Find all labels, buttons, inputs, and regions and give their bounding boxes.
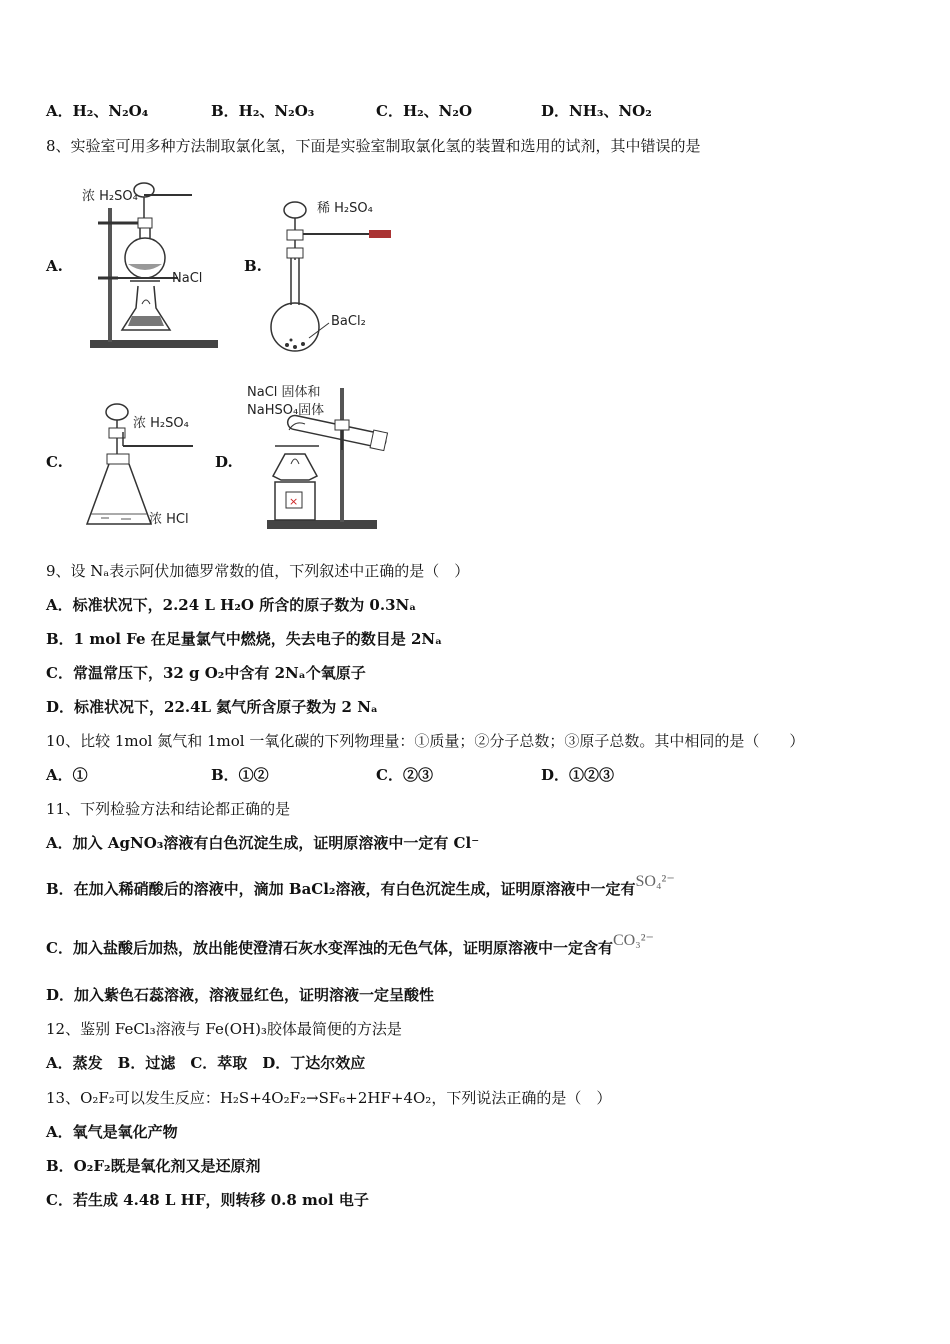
q13-stem: 13、O₂F₂可以发生反应：H₂S+4O₂F₂→SF₆+2HF+4O₂，下列说法正确的是（ ） (46, 1089, 612, 1107)
q9-option-d: D．标准状况下，22.4L 氦气所含原子数为 2 Nₐ (46, 698, 378, 716)
q10-option-a: A．① (46, 766, 88, 784)
apparatus-b-diagram (265, 190, 405, 360)
q10-option-d: D．①②③ (541, 766, 615, 784)
fig-b-solid-label: BaCl₂ (331, 314, 366, 329)
q7-option-c: C．H₂、N₂O (376, 102, 473, 120)
q13-option-c: C．若生成 4.48 L HF，则转移 0.8 mol 电子 (46, 1191, 369, 1209)
q10-stem: 10、比较 1mol 氮气和 1mol 一氧化碳的下列物理量：①质量；②分子总数；③原子总数。其中相同的是（ ） (46, 732, 805, 750)
q9-option-c: C．常温常压下，32 g O₂中含有 2Nₐ个氧原子 (46, 664, 366, 682)
q8-stem: 8、实验室可用多种方法制取氯化氢，下面是实验室制取氯化氢的装置和选用的试剂，其中错误的是 (46, 137, 701, 155)
q11-option-c (46, 932, 654, 959)
q11-stem: 11、下列检验方法和结论都正确的是 (46, 800, 291, 818)
carbonate-ion: CO₃²⁻ (612, 932, 654, 949)
q7-option-a: A．H₂、N₂O₄ (46, 102, 149, 120)
sulfate-ion: SO₄²⁻ (635, 873, 675, 890)
q8-label-a: A. (46, 257, 63, 275)
svg-text:×: × (289, 495, 299, 508)
q9-option-b: B．1 mol Fe 在足量氯气中燃烧，失去电子的数目是 2Nₐ (46, 630, 443, 648)
q11-option-c-text: C．加入盐酸后加热，放出能使澄清石灰水变浑浊的无色气体，证明原溶液中一定含有 (46, 939, 613, 957)
fig-b-acid-label: 稀 H₂SO₄ (317, 201, 373, 216)
q11-option-b-text: B．在加入稀硝酸后的溶液中，滴加 BaCl₂溶液，有白色沉淀生成，证明原溶液中一定有 (46, 880, 636, 898)
q9-stem: 9、设 Nₐ表示阿伏加德罗常数的值，下列叙述中正确的是（ ） (46, 562, 470, 580)
q11-option-a: A．加入 AgNO₃溶液有白色沉淀生成，证明原溶液中一定有 Cl⁻ (46, 834, 480, 852)
q12-options: A．蒸发 B．过滤 C．萃取 D．丁达尔效应 (46, 1054, 366, 1072)
q12-stem: 12、鉴别 FeCl₃溶液与 Fe(OH)₃胶体最简便的方法是 (46, 1020, 402, 1038)
q10-option-c: C．②③ (376, 766, 433, 784)
fig-c-acid-label: 浓 H₂SO₄ (133, 416, 189, 431)
apparatus-d-diagram (245, 380, 405, 535)
q7-option-d: D．NH₃、NO₂ (541, 102, 652, 120)
fig-c-liquid-label: 浓 HCl (149, 512, 189, 527)
q8-label-b: B. (244, 257, 262, 275)
q9-option-a: A．标准状况下，2.24 L H₂O 所含的原子数为 0.3Nₐ (46, 596, 417, 614)
fig-d-solid-label-line2: NaHSO₄固体 (247, 403, 325, 418)
fig-a-solid-label: NaCl (172, 271, 203, 286)
apparatus-c-diagram (85, 398, 200, 533)
q11-option-b (46, 873, 675, 900)
q11-option-d: D．加入紫色石蕊溶液，溶液显红色，证明溶液一定呈酸性 (46, 986, 435, 1004)
q8-label-c: C. (46, 453, 63, 471)
q10-option-b: B．①② (211, 766, 269, 784)
fig-a-acid-label: 浓 H₂SO₄ (82, 189, 138, 204)
q13-option-b: B．O₂F₂既是氧化剂又是还原剂 (46, 1157, 261, 1175)
apparatus-a-diagram (78, 168, 223, 353)
q13-option-a: A．氧气是氧化产物 (46, 1123, 178, 1141)
q7-option-b: B．H₂、N₂O₃ (211, 102, 315, 120)
fig-d-solid-label-line1: NaCl 固体和 (247, 385, 321, 400)
q8-label-d: D. (215, 453, 233, 471)
